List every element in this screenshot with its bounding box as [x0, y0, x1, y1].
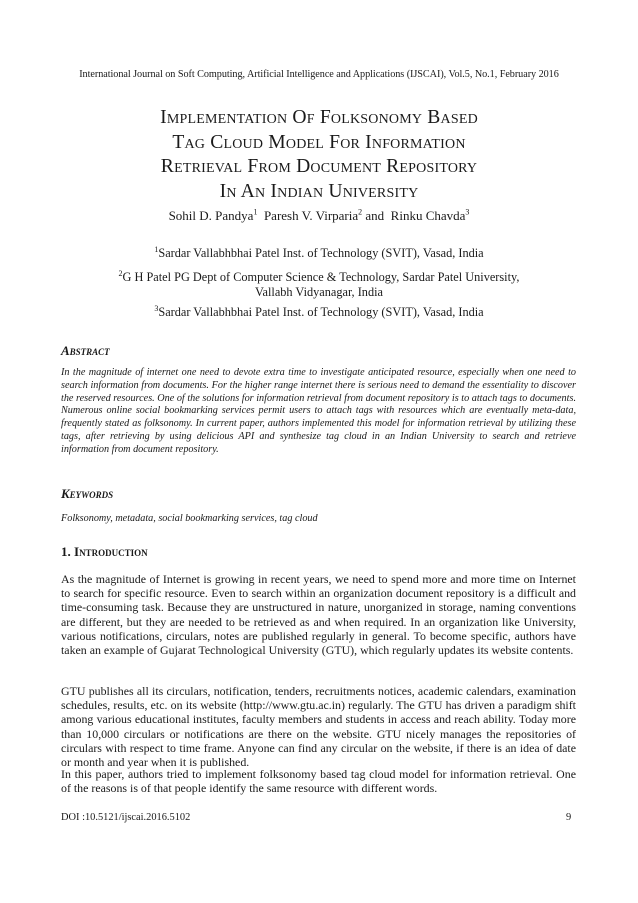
- affiliation-1-sup: 1: [154, 244, 159, 254]
- footer-doi: DOI :10.5121/ijscai.2016.5102: [61, 812, 191, 823]
- author-2: Paresh V. Virparia: [263, 208, 359, 223]
- title-line-2: Tag Cloud Model For Information: [172, 131, 466, 153]
- page-number: 9: [566, 812, 572, 823]
- keywords-text: Folksonomy, metadata, social bookmarking services, tag cloud: [61, 513, 318, 524]
- title-line-3: Retrieval From Document Repository: [160, 156, 478, 178]
- intro-paragraph-1: As the magnitude of Internet is growing in recent years, we need to spend more and more time on Internet to search for specific resource. Even to search within an organization document repository is a difficult and time-consuming task. Because they are unstructured in nature, unorganized in storage, naming conventions are different, but they are needed to be retrieved as and when required. In an organization like University, various notifications, circulars, notes are published regularly in general. To become specific, authors have taken an example of Gujarat Technological University (GTU), which regularly updates its website contents.: [61, 572, 576, 658]
- affiliation-3: [60, 305, 578, 320]
- intro-paragraph-2: GTU publishes all its circulars, notification, tenders, recruitments notices, academic calendars, examination schedules, results, etc. on its website (http://www.gtu.ac.in) regularly. The GTU has driven a paradigm shift among various educational institutes, faculty members and students in access and reach ability. Today more than 10,000 circulars or notifications are there on the website. GTU nicely manages the repositories of circulars with respect to time frame. Anyone can find any circular on the website, if there is an idea of date or month and year when it is published.: [61, 684, 576, 770]
- affiliation-1-text: Sardar Vallabhbhai Patel Inst. of Technology (SVIT), Vasad, India: [158, 246, 484, 260]
- author-list: [60, 208, 578, 224]
- abstract-text: In the magnitude of internet one need to devote extra time to investigate anticipated resource, especially when one need to search information from documents. For the higher range internet there is serious need to demand the essentiality to discover the reserved resources. One of the solutions for information retrieval from document repository is to attach tags to documents. Numerous online social bookmarking services permit users to attach tags with resources which are eventually meta-data, frequently stated as folksonomy. In current paper, authors implemented this model for information retrieval by utilizing these tags, after retrieving by using delicious API and synthesize tag cloud in an Indian University to search and retrieve information from document repository.: [61, 367, 576, 455]
- running-head: International Journal on Soft Computing, Artificial Intelligence and Applications (IJSCAI), Vol.5, No.1, February 2016: [79, 69, 559, 80]
- introduction-heading: [61, 544, 148, 560]
- affiliation-1: [60, 246, 578, 261]
- affiliation-2-text-line2: Vallabh Vidyanagar, India: [255, 285, 383, 299]
- keywords-heading: [61, 486, 113, 502]
- affiliation-3-sup: 3: [154, 303, 159, 313]
- author-3: Rinku Chavda: [390, 208, 466, 223]
- introduction-heading-rest: ntroduction: [79, 544, 148, 559]
- affiliation-2-sup: 2: [118, 268, 123, 278]
- abstract-heading-initial: A: [61, 343, 70, 358]
- introduction-heading-number: 1. I: [61, 544, 80, 559]
- author-conjunction: and: [365, 208, 385, 223]
- author-2-sup: 2: [358, 207, 363, 217]
- keywords-heading-rest: eywords: [69, 486, 114, 501]
- author-1: Sohil D. Pandya: [168, 208, 254, 223]
- title-line-1: Implementation Of Folksonomy Based: [160, 107, 478, 128]
- affiliation-3-text: Sardar Vallabhbhai Patel Inst. of Technology (SVIT), Vasad, India: [158, 305, 484, 319]
- abstract-heading-rest: bstract: [69, 343, 110, 358]
- keywords-heading-initial: K: [61, 486, 70, 501]
- affiliation-2: [60, 270, 578, 300]
- paper-title: [60, 106, 578, 204]
- author-3-sup: 3: [465, 207, 470, 217]
- abstract-heading: [61, 343, 110, 359]
- affiliation-2-text: G H Patel PG Dept of Computer Science & Technology, Sardar Patel University,: [122, 270, 520, 284]
- title-line-4: In An Indian University: [219, 180, 419, 202]
- intro-paragraph-3: In this paper, authors tried to implement folksonomy based tag cloud model for information retrieval. One of the reasons is of that people identify the same resource with different words.: [61, 767, 576, 796]
- author-1-sup: 1: [253, 207, 258, 217]
